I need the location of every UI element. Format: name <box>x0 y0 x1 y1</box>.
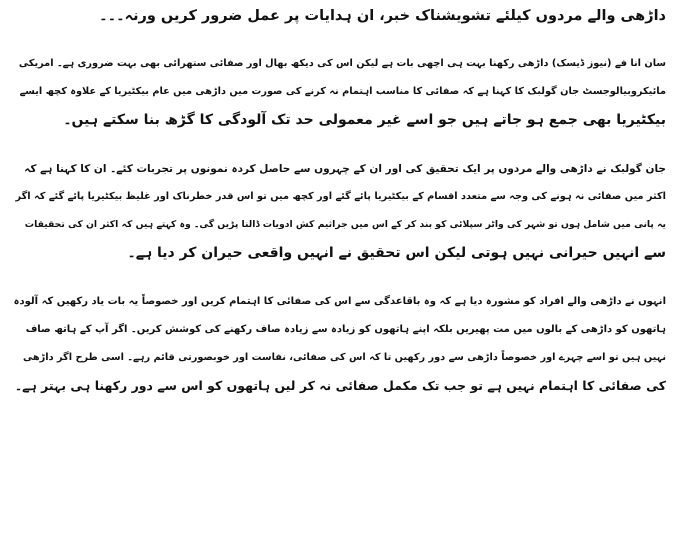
paragraph-line: بیکٹیریا بھی جمع ہو جاتے ہیں جو اسے غیر معمولی حد تک آلودگی کا گڑھ بنا سکتے ہیں۔ <box>63 112 666 128</box>
paragraph-line: سے انہیں حیرانی نہیں ہوتی لیکن اس تحقیق نے انہیں واقعی حیران کر دیا ہے۔ <box>127 245 666 261</box>
paragraph-line: سان انا فے (نیوز ڈیسک) داڑھی رکھنا بہت ہی اچھی بات ہے لیکن اس کی دیکھ بھال اور صفائی ستھرائی بھی بہت ضروری ہے۔ امریکی <box>18 58 666 69</box>
article-paragraph-2 <box>14 155 666 267</box>
paragraph-line: نہیں ہیں تو اسے چہرے اور خصوصاً داڑھی سے دور رکھیں تا کہ اس کی صفائی، نفاست اور خوبصورتی قائم رہے۔ اسی طرح اگر داڑھی <box>23 352 666 363</box>
paragraph-line: انہوں نے داڑھی والے افراد کو مشورہ دیا ہے کہ وہ باقاعدگی سے اس کی صفائی کا اہتمام کریں اور خصوصاً یہ بات یاد رکھیں کہ آلودہ <box>14 296 666 307</box>
article-paragraph-1 <box>14 50 666 134</box>
paragraph-line: یہ پانی میں شامل ہوں تو شہر کی واٹر سپلائی کو بند کر کے اس میں جراثیم کش ادویات ڈالنا پڑیں گی۔ وہ کہتے ہیں کہ اکثر ان کی تحقیقات <box>24 219 666 230</box>
article-headline: داڑھی والے مردوں کیلئے تشویشناک خبر، ان ہدایات پر عمل ضرور کریں ورنہ۔۔۔ <box>99 8 666 24</box>
paragraph-line: ہاتھوں کو داڑھی کے بالوں میں مت پھیریں بلکہ اپنے ہاتھوں کو زیادہ سے زیادہ صاف رکھنے کی کوشش کریں۔ اگر آپ کے ہاتھ صاف <box>25 324 666 335</box>
paragraph-line: کی صفائی کا اہتمام نہیں ہے تو جب تک مکمل صفائی نہ کر لیں ہاتھوں کو اس سے دور رکھنا ہی بہتر ہے۔ <box>14 378 666 393</box>
paragraph-line: جان گولبک نے داڑھی والے مردوں پر ایک تحقیق کی اور ان کے چہروں سے حاصل کردہ نمونوں پر تجربات کئے۔ ان کا کہنا ہے کہ <box>24 163 666 175</box>
paragraph-line: اکثر میں صفائی نہ ہونے کی وجہ سے متعدد اقسام کے بیکٹیریا پائے گئے اور کچھ میں تو اس قدر خطرناک اور غلیظ بیکٹیریا پائے گئے کہ اگر <box>15 191 666 202</box>
paragraph-line: مائیکروبیالوجسٹ جان گولبک کا کہنا ہے کہ صفائی کا مناسب اہتمام نہ کرنے کی صورت میں داڑھی میں عام بیکٹیریا کے علاوہ کچھ ایسے <box>19 86 666 97</box>
news-article <box>14 0 666 539</box>
article-paragraph-3 <box>14 288 666 400</box>
